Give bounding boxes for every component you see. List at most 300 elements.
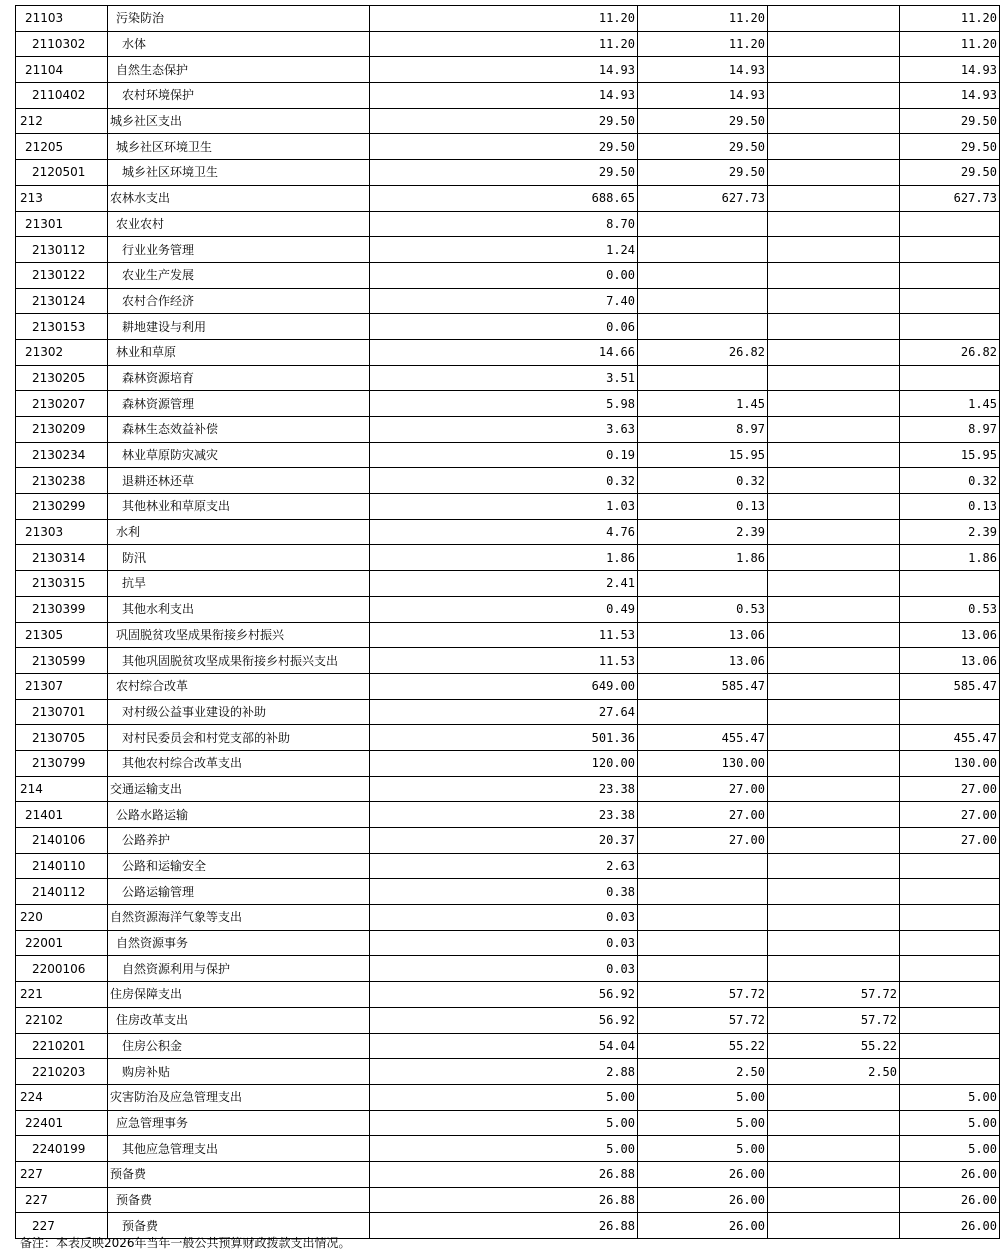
amount-cell-4: 1.45	[900, 391, 1000, 417]
amount-cell-1: 14.66	[370, 339, 638, 365]
code-cell: 2140110	[16, 853, 108, 879]
name-cell: 自然资源海洋气象等支出	[108, 905, 370, 931]
amount-cell-2	[638, 699, 768, 725]
amount-cell-2: 8.97	[638, 417, 768, 443]
table-row	[16, 699, 1000, 725]
amount-cell-2: 29.50	[638, 134, 768, 160]
amount-cell-3	[768, 853, 900, 879]
amount-cell-3	[768, 545, 900, 571]
table-row	[16, 673, 1000, 699]
table-row	[16, 982, 1000, 1008]
amount-cell-1: 0.03	[370, 956, 638, 982]
table-row	[16, 211, 1000, 237]
code-cell: 2130153	[16, 314, 108, 340]
footnote: 备注：本表反映2026年当年一般公共预算财政拨款支出情况。	[20, 1236, 351, 1250]
code-cell: 214	[16, 776, 108, 802]
amount-cell-3	[768, 6, 900, 32]
amount-cell-2	[638, 237, 768, 263]
code-cell: 22102	[16, 1007, 108, 1033]
amount-cell-1: 1.86	[370, 545, 638, 571]
code-cell: 22001	[16, 930, 108, 956]
amount-cell-2: 2.50	[638, 1059, 768, 1085]
code-cell: 2130705	[16, 725, 108, 751]
amount-cell-1: 0.00	[370, 262, 638, 288]
amount-cell-2: 5.00	[638, 1084, 768, 1110]
table-row	[16, 776, 1000, 802]
amount-cell-4: 27.00	[900, 828, 1000, 854]
code-cell: 2130112	[16, 237, 108, 263]
amount-cell-2	[638, 853, 768, 879]
amount-cell-2: 14.93	[638, 83, 768, 109]
name-cell: 住房公积金	[108, 1033, 370, 1059]
amount-cell-2	[638, 211, 768, 237]
amount-cell-2: 29.50	[638, 160, 768, 186]
table-row	[16, 725, 1000, 751]
name-cell: 城乡社区环境卫生	[108, 160, 370, 186]
amount-cell-2	[638, 314, 768, 340]
amount-cell-1: 0.19	[370, 442, 638, 468]
name-cell: 公路和运输安全	[108, 853, 370, 879]
code-cell: 2130701	[16, 699, 108, 725]
amount-cell-4	[900, 237, 1000, 263]
code-cell: 2130399	[16, 596, 108, 622]
code-cell: 213	[16, 185, 108, 211]
amount-cell-1: 0.38	[370, 879, 638, 905]
amount-cell-1: 0.32	[370, 468, 638, 494]
amount-cell-1: 3.51	[370, 365, 638, 391]
amount-cell-3	[768, 468, 900, 494]
amount-cell-4: 26.82	[900, 339, 1000, 365]
amount-cell-4: 29.50	[900, 134, 1000, 160]
amount-cell-4: 0.13	[900, 494, 1000, 520]
code-cell: 2140106	[16, 828, 108, 854]
amount-cell-4: 5.00	[900, 1136, 1000, 1162]
name-cell: 自然生态保护	[108, 57, 370, 83]
amount-cell-4	[900, 314, 1000, 340]
amount-cell-3	[768, 1187, 900, 1213]
table-row	[16, 237, 1000, 263]
amount-cell-4: 26.00	[900, 1213, 1000, 1239]
amount-cell-4: 14.93	[900, 57, 1000, 83]
table-row	[16, 930, 1000, 956]
amount-cell-3	[768, 288, 900, 314]
amount-cell-1: 11.53	[370, 648, 638, 674]
amount-cell-2: 29.50	[638, 108, 768, 134]
name-cell: 应急管理事务	[108, 1110, 370, 1136]
name-cell: 农村环境保护	[108, 83, 370, 109]
name-cell: 其他农村综合改革支出	[108, 750, 370, 776]
code-cell: 2240199	[16, 1136, 108, 1162]
amount-cell-3	[768, 185, 900, 211]
amount-cell-2: 0.32	[638, 468, 768, 494]
amount-cell-2: 26.00	[638, 1213, 768, 1239]
code-cell: 2130234	[16, 442, 108, 468]
amount-cell-3	[768, 108, 900, 134]
table-row	[16, 314, 1000, 340]
amount-cell-4: 29.50	[900, 160, 1000, 186]
amount-cell-1: 2.41	[370, 571, 638, 597]
table-row	[16, 1110, 1000, 1136]
code-cell: 220	[16, 905, 108, 931]
amount-cell-2: 0.53	[638, 596, 768, 622]
table-row	[16, 1161, 1000, 1187]
table-row	[16, 1136, 1000, 1162]
amount-cell-1: 20.37	[370, 828, 638, 854]
amount-cell-3	[768, 1110, 900, 1136]
name-cell: 购房补贴	[108, 1059, 370, 1085]
code-cell: 2130314	[16, 545, 108, 571]
code-cell: 221	[16, 982, 108, 1008]
name-cell: 水体	[108, 31, 370, 57]
amount-cell-4	[900, 1033, 1000, 1059]
table-row	[16, 519, 1000, 545]
name-cell: 巩固脱贫攻坚成果衔接乡村振兴	[108, 622, 370, 648]
name-cell: 森林资源培育	[108, 365, 370, 391]
amount-cell-4	[900, 571, 1000, 597]
amount-cell-3	[768, 699, 900, 725]
name-cell: 灾害防治及应急管理支出	[108, 1084, 370, 1110]
name-cell: 抗旱	[108, 571, 370, 597]
amount-cell-4: 1.86	[900, 545, 1000, 571]
code-cell: 21303	[16, 519, 108, 545]
amount-cell-2	[638, 905, 768, 931]
table-row	[16, 83, 1000, 109]
table-row	[16, 828, 1000, 854]
name-cell: 污染防治	[108, 6, 370, 32]
amount-cell-2	[638, 571, 768, 597]
amount-cell-4: 13.06	[900, 622, 1000, 648]
name-cell: 城乡社区支出	[108, 108, 370, 134]
amount-cell-4: 29.50	[900, 108, 1000, 134]
amount-cell-1: 29.50	[370, 108, 638, 134]
amount-cell-3: 2.50	[768, 1059, 900, 1085]
amount-cell-1: 26.88	[370, 1161, 638, 1187]
code-cell: 2110402	[16, 83, 108, 109]
amount-cell-3	[768, 571, 900, 597]
amount-cell-2: 14.93	[638, 57, 768, 83]
amount-cell-1: 5.00	[370, 1136, 638, 1162]
name-cell: 公路养护	[108, 828, 370, 854]
amount-cell-4: 5.00	[900, 1084, 1000, 1110]
code-cell: 21205	[16, 134, 108, 160]
name-cell: 公路水路运输	[108, 802, 370, 828]
name-cell: 水利	[108, 519, 370, 545]
amount-cell-1: 5.00	[370, 1110, 638, 1136]
table-row	[16, 339, 1000, 365]
name-cell: 森林生态效益补偿	[108, 417, 370, 443]
amount-cell-4: 5.00	[900, 1110, 1000, 1136]
amount-cell-4: 8.97	[900, 417, 1000, 443]
amount-cell-4: 27.00	[900, 776, 1000, 802]
table-row	[16, 750, 1000, 776]
table-row	[16, 160, 1000, 186]
code-cell: 2130238	[16, 468, 108, 494]
amount-cell-4: 14.93	[900, 83, 1000, 109]
amount-cell-1: 1.24	[370, 237, 638, 263]
name-cell: 城乡社区环境卫生	[108, 134, 370, 160]
amount-cell-2: 11.20	[638, 31, 768, 57]
name-cell: 预备费	[108, 1161, 370, 1187]
amount-cell-3	[768, 314, 900, 340]
amount-cell-1: 0.49	[370, 596, 638, 622]
amount-cell-1: 23.38	[370, 776, 638, 802]
amount-cell-1: 3.63	[370, 417, 638, 443]
code-cell: 224	[16, 1084, 108, 1110]
amount-cell-1: 0.03	[370, 930, 638, 956]
table-row	[16, 1084, 1000, 1110]
amount-cell-4	[900, 699, 1000, 725]
code-cell: 21305	[16, 622, 108, 648]
name-cell: 对村级公益事业建设的补助	[108, 699, 370, 725]
amount-cell-1: 1.03	[370, 494, 638, 520]
amount-cell-1: 2.88	[370, 1059, 638, 1085]
amount-cell-4	[900, 262, 1000, 288]
amount-cell-2	[638, 365, 768, 391]
amount-cell-2: 585.47	[638, 673, 768, 699]
amount-cell-1: 26.88	[370, 1213, 638, 1239]
amount-cell-1: 5.00	[370, 1084, 638, 1110]
amount-cell-3	[768, 596, 900, 622]
code-cell: 2130209	[16, 417, 108, 443]
amount-cell-1: 29.50	[370, 134, 638, 160]
amount-cell-3	[768, 802, 900, 828]
amount-cell-3	[768, 134, 900, 160]
expenditure-table	[15, 5, 1000, 1239]
amount-cell-3	[768, 1213, 900, 1239]
amount-cell-1: 0.03	[370, 905, 638, 931]
amount-cell-3	[768, 442, 900, 468]
code-cell: 212	[16, 108, 108, 134]
name-cell: 耕地建设与利用	[108, 314, 370, 340]
name-cell: 其他巩固脱贫攻坚成果衔接乡村振兴支出	[108, 648, 370, 674]
amount-cell-4: 26.00	[900, 1187, 1000, 1213]
name-cell: 农村综合改革	[108, 673, 370, 699]
amount-cell-4: 11.20	[900, 6, 1000, 32]
amount-cell-1: 8.70	[370, 211, 638, 237]
amount-cell-2	[638, 930, 768, 956]
amount-cell-4: 2.39	[900, 519, 1000, 545]
table-row	[16, 571, 1000, 597]
code-cell: 21103	[16, 6, 108, 32]
amount-cell-1: 688.65	[370, 185, 638, 211]
amount-cell-2	[638, 956, 768, 982]
amount-cell-1: 56.92	[370, 982, 638, 1008]
amount-cell-1: 7.40	[370, 288, 638, 314]
table-row	[16, 288, 1000, 314]
code-cell: 227	[16, 1161, 108, 1187]
amount-cell-3	[768, 776, 900, 802]
amount-cell-3	[768, 750, 900, 776]
table-row	[16, 596, 1000, 622]
amount-cell-3	[768, 1161, 900, 1187]
code-cell: 2210201	[16, 1033, 108, 1059]
amount-cell-4	[900, 879, 1000, 905]
name-cell: 其他林业和草原支出	[108, 494, 370, 520]
amount-cell-4	[900, 1007, 1000, 1033]
amount-cell-1: 26.88	[370, 1187, 638, 1213]
code-cell: 2210203	[16, 1059, 108, 1085]
name-cell: 防汛	[108, 545, 370, 571]
table-row	[16, 442, 1000, 468]
amount-cell-1: 0.06	[370, 314, 638, 340]
code-cell: 21401	[16, 802, 108, 828]
amount-cell-3: 57.72	[768, 982, 900, 1008]
code-cell: 2130122	[16, 262, 108, 288]
amount-cell-1: 2.63	[370, 853, 638, 879]
amount-cell-2: 57.72	[638, 1007, 768, 1033]
code-cell: 2110302	[16, 31, 108, 57]
name-cell: 农业生产发展	[108, 262, 370, 288]
name-cell: 农村合作经济	[108, 288, 370, 314]
amount-cell-3	[768, 725, 900, 751]
amount-cell-4	[900, 853, 1000, 879]
amount-cell-4: 11.20	[900, 31, 1000, 57]
amount-cell-2	[638, 879, 768, 905]
amount-cell-3	[768, 160, 900, 186]
code-cell: 2130799	[16, 750, 108, 776]
name-cell: 行业业务管理	[108, 237, 370, 263]
amount-cell-3	[768, 956, 900, 982]
amount-cell-2: 57.72	[638, 982, 768, 1008]
amount-cell-3	[768, 673, 900, 699]
amount-cell-4: 455.47	[900, 725, 1000, 751]
amount-cell-2: 15.95	[638, 442, 768, 468]
code-cell: 21301	[16, 211, 108, 237]
amount-cell-2: 13.06	[638, 648, 768, 674]
amount-cell-3	[768, 905, 900, 931]
amount-cell-1: 120.00	[370, 750, 638, 776]
amount-cell-2: 11.20	[638, 6, 768, 32]
code-cell: 227	[16, 1187, 108, 1213]
amount-cell-1: 11.20	[370, 6, 638, 32]
amount-cell-3	[768, 622, 900, 648]
amount-cell-4	[900, 905, 1000, 931]
name-cell: 林业草原防灾减灾	[108, 442, 370, 468]
amount-cell-1: 14.93	[370, 83, 638, 109]
name-cell: 公路运输管理	[108, 879, 370, 905]
name-cell: 对村民委员会和村党支部的补助	[108, 725, 370, 751]
code-cell: 227	[16, 1213, 108, 1239]
amount-cell-2: 27.00	[638, 828, 768, 854]
amount-cell-2: 130.00	[638, 750, 768, 776]
amount-cell-3	[768, 417, 900, 443]
amount-cell-2: 26.00	[638, 1187, 768, 1213]
amount-cell-1: 649.00	[370, 673, 638, 699]
table-row	[16, 545, 1000, 571]
table-row	[16, 6, 1000, 32]
amount-cell-2: 5.00	[638, 1110, 768, 1136]
amount-cell-1: 11.53	[370, 622, 638, 648]
amount-cell-2: 1.45	[638, 391, 768, 417]
name-cell: 预备费	[108, 1187, 370, 1213]
table-row	[16, 648, 1000, 674]
amount-cell-2: 627.73	[638, 185, 768, 211]
amount-cell-4	[900, 956, 1000, 982]
name-cell: 住房改革支出	[108, 1007, 370, 1033]
name-cell: 农林水支出	[108, 185, 370, 211]
table-row	[16, 468, 1000, 494]
amount-cell-2: 55.22	[638, 1033, 768, 1059]
table-row	[16, 494, 1000, 520]
amount-cell-2: 27.00	[638, 802, 768, 828]
code-cell: 2130124	[16, 288, 108, 314]
amount-cell-4: 0.53	[900, 596, 1000, 622]
code-cell: 2130315	[16, 571, 108, 597]
table-row	[16, 1007, 1000, 1033]
code-cell: 21302	[16, 339, 108, 365]
amount-cell-2: 455.47	[638, 725, 768, 751]
amount-cell-1: 5.98	[370, 391, 638, 417]
amount-cell-3	[768, 237, 900, 263]
table-row	[16, 802, 1000, 828]
code-cell: 2130205	[16, 365, 108, 391]
amount-cell-3	[768, 648, 900, 674]
table-row	[16, 185, 1000, 211]
amount-cell-2: 1.86	[638, 545, 768, 571]
name-cell: 自然资源事务	[108, 930, 370, 956]
amount-cell-4: 13.06	[900, 648, 1000, 674]
amount-cell-1: 501.36	[370, 725, 638, 751]
amount-cell-3	[768, 365, 900, 391]
amount-cell-1: 11.20	[370, 31, 638, 57]
code-cell: 21307	[16, 673, 108, 699]
amount-cell-1: 4.76	[370, 519, 638, 545]
amount-cell-3	[768, 391, 900, 417]
code-cell: 2130207	[16, 391, 108, 417]
table-row	[16, 879, 1000, 905]
name-cell: 农业农村	[108, 211, 370, 237]
amount-cell-3	[768, 1136, 900, 1162]
code-cell: 2120501	[16, 160, 108, 186]
table-row	[16, 853, 1000, 879]
amount-cell-4: 0.32	[900, 468, 1000, 494]
amount-cell-4: 627.73	[900, 185, 1000, 211]
name-cell: 林业和草原	[108, 339, 370, 365]
code-cell: 2200106	[16, 956, 108, 982]
amount-cell-1: 29.50	[370, 160, 638, 186]
amount-cell-2: 2.39	[638, 519, 768, 545]
name-cell: 退耕还林还草	[108, 468, 370, 494]
amount-cell-2	[638, 288, 768, 314]
amount-cell-1: 23.38	[370, 802, 638, 828]
amount-cell-4	[900, 365, 1000, 391]
table-row	[16, 391, 1000, 417]
amount-cell-3	[768, 494, 900, 520]
amount-cell-3	[768, 211, 900, 237]
amount-cell-2: 26.82	[638, 339, 768, 365]
name-cell: 自然资源利用与保护	[108, 956, 370, 982]
name-cell: 森林资源管理	[108, 391, 370, 417]
table-body	[16, 6, 1000, 1239]
table-row	[16, 57, 1000, 83]
table-row	[16, 31, 1000, 57]
table-row	[16, 108, 1000, 134]
amount-cell-2: 0.13	[638, 494, 768, 520]
amount-cell-4	[900, 288, 1000, 314]
name-cell: 其他水利支出	[108, 596, 370, 622]
code-cell: 2130299	[16, 494, 108, 520]
amount-cell-2: 5.00	[638, 1136, 768, 1162]
amount-cell-3	[768, 57, 900, 83]
amount-cell-3: 57.72	[768, 1007, 900, 1033]
amount-cell-2: 27.00	[638, 776, 768, 802]
table-row	[16, 956, 1000, 982]
amount-cell-1: 27.64	[370, 699, 638, 725]
amount-cell-4	[900, 930, 1000, 956]
table-row	[16, 365, 1000, 391]
amount-cell-2	[638, 262, 768, 288]
amount-cell-3	[768, 879, 900, 905]
